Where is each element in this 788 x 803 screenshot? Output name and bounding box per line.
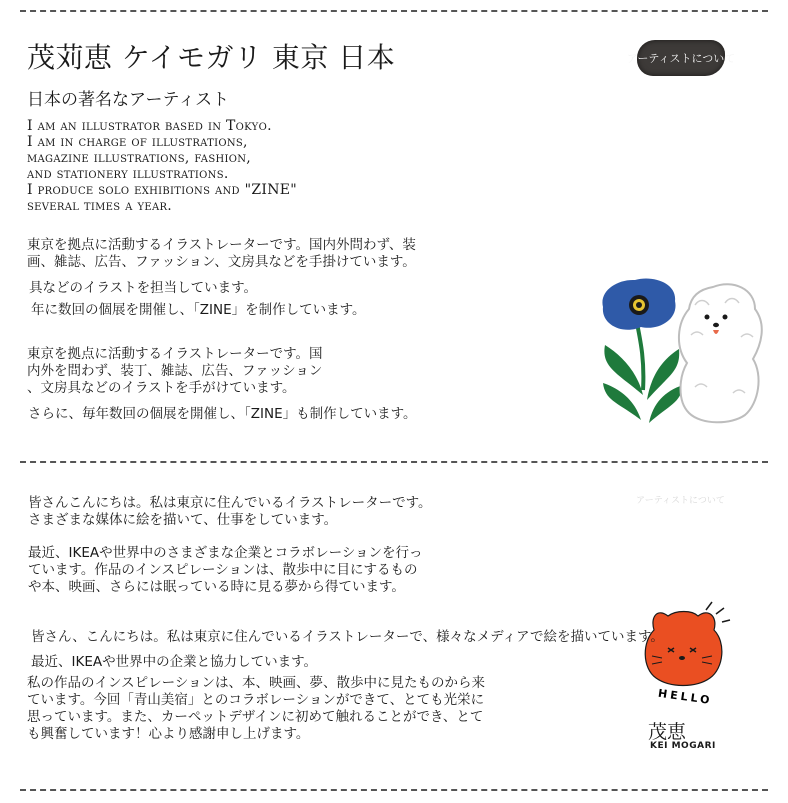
paragraph-line: 画、雑誌、広告、ファッション、文房具などを手掛けています。 [27,254,416,270]
paragraph-line: 皆さんこんにちは。私は東京に住んでいるイラストレーターです。 [28,495,432,511]
paragraph-line: 最近、IKEAや世界中のさまざまな企業とコラボレーションを行っ [28,545,423,561]
page-subtitle: 日本の著名なアーティスト [27,90,230,110]
greeting-paragraph-4: 最近、IKEAや世界中の企業と協力しています。 [31,654,318,670]
cat-illustration [632,596,760,708]
greeting-paragraph-3: 皆さん、こんにちは。私は東京に住んでいるイラストレーターで、様々なメディアで絵を描いています。 [31,629,664,645]
greeting-paragraph-1 [28,495,432,529]
greeting-paragraph-5 [27,675,485,743]
page-title: 茂苅恵 ケイモガリ 東京 日本 [27,41,396,74]
signature-romaji: KEI MOGARI [650,741,716,751]
middle-divider [20,461,768,463]
english-intro-line: several times a year. [27,198,173,214]
paragraph-line: さまざまな媒体に絵を描いて、仕事をしています。 [28,512,338,528]
paragraph-line: 東京を拠点に活動するイラストレーターです。国内外問わず、装 [27,237,416,253]
signature-name: 茂恵 [648,721,687,743]
paragraph-line: 私の作品のインスピレーションは、本、映画、夢、散歩中に見たものから来 [27,675,486,691]
intro-paragraph-4 [27,346,323,397]
paragraph-line: も興奮しています！心より感謝申し上げます。 [27,726,310,742]
top-divider [20,10,768,12]
english-intro-line: I am in charge of illustrations, [27,134,248,150]
intro-paragraph-5: さらに、毎年数回の個展を開催し、「ZINE」も制作しています。 [28,406,417,422]
intro-paragraph-2: 具などのイラストを担当しています。 [29,280,258,296]
dog-icon [679,284,762,422]
paragraph-line: ています。作品のインスピレーションは、散歩中に目にするもの [28,562,418,578]
intro-paragraph-1 [27,237,416,271]
paragraph-line: 内外を問わず、装丁、雑誌、広告、ファッション [27,363,323,379]
hello-label: HELLO [657,686,714,708]
paragraph-line: 、文房具などのイラストを手がけています。 [27,380,296,396]
intro-paragraph-3: 年に数回の個展を開催し、「ZINE」を制作しています。 [31,302,366,318]
english-intro-line: I produce solo exhibitions and "ZINE" [27,182,298,198]
english-intro-line: I am an illustrator based in Tokyo. [27,118,272,134]
faint-watermark-text: アーティストについて [636,496,725,506]
english-intro [27,118,297,214]
bottom-divider [20,789,768,791]
english-intro-line: magazine illustrations, fashion, [27,150,252,166]
greeting-paragraph-2 [28,545,423,596]
english-intro-line: and stationery illustrations. [27,166,229,182]
flower-and-dog-illustration [595,275,770,430]
about-artist-button[interactable] [626,40,736,76]
paragraph-line: 思っています。また、カーペットデザインに初めて触れることができ、とて [27,709,484,725]
paragraph-line: ています。今回「青山美宿」とのコラボレーションができて、とても光栄に [27,692,485,708]
flower-icon [602,279,683,423]
paragraph-line: や本、映画、さらには眠っている時に見る夢から得ています。 [28,579,405,595]
paragraph-line: 東京を拠点に活動するイラストレーターです。国 [27,346,323,362]
about-artist-button-label: アーティストについて [626,52,736,65]
